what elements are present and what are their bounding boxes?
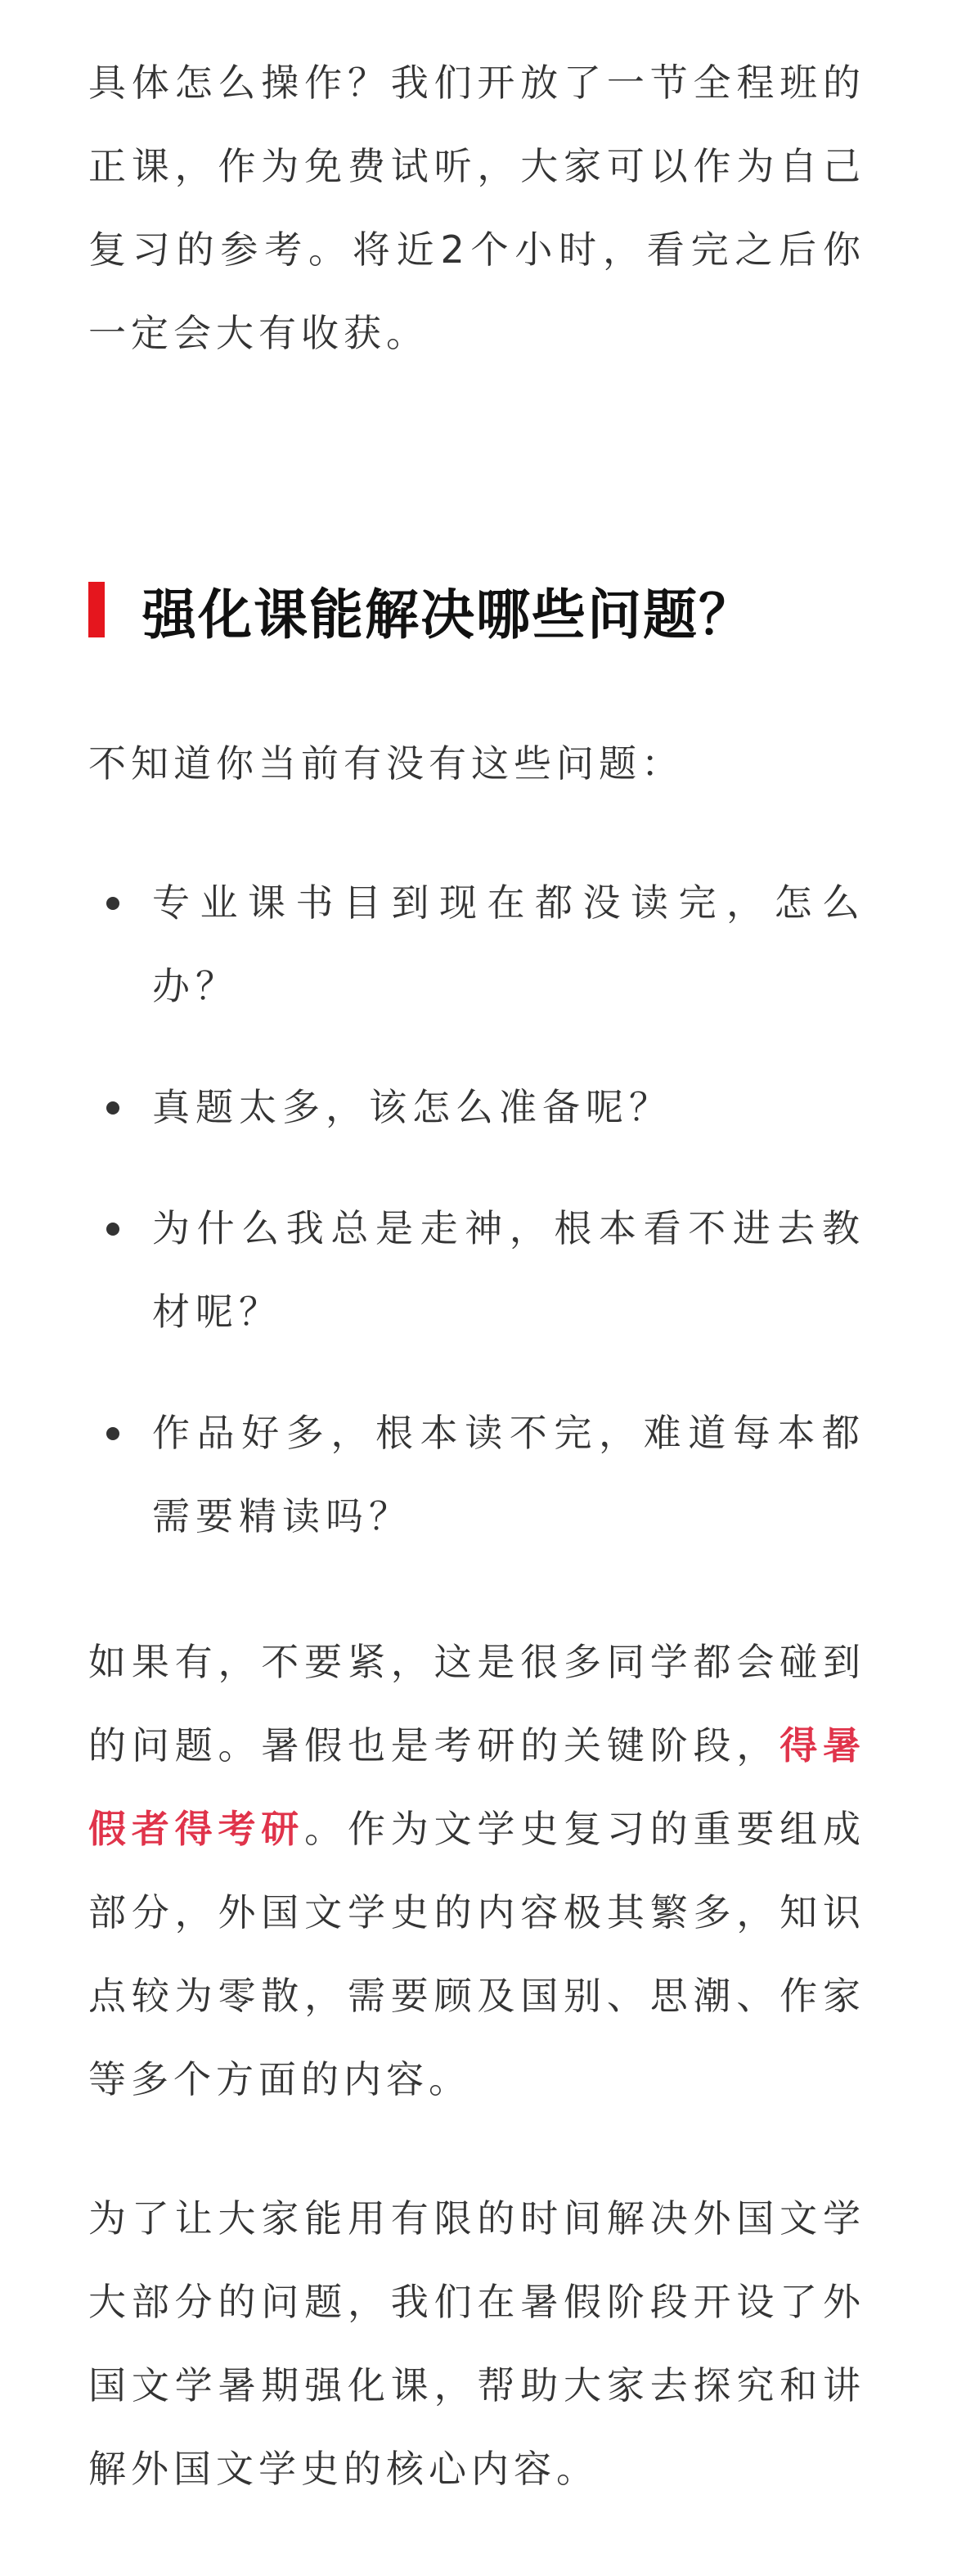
list-item [88, 1391, 865, 1558]
bullet-dot-icon [106, 897, 119, 910]
section-heading-text: 强化课能解决哪些问题？ [142, 583, 754, 646]
course-paragraph: 为了让大家能用有限的时间解决外国文学大部分的问题，我们在暑假阶段开设了外国文学暑期强化课，帮助大家去探究和讲解外国文学史的核心内容。 [88, 2196, 865, 2491]
list-item-text: 真题太多，该怎么准备呢？ [152, 1085, 672, 1129]
question-list [88, 861, 865, 1596]
bullet-dot-icon [106, 1223, 119, 1236]
bullet-dot-icon [106, 1101, 119, 1115]
list-item-text: 专业课书目到现在都没读完，怎么办？ [152, 880, 865, 1008]
section-heading [88, 573, 754, 646]
list-item-text: 作品好多，根本读不完，难道每本都需要精读吗？ [152, 1411, 865, 1538]
list-item [88, 861, 865, 1028]
summer-paragraph-end: 。作为文学史复习的重要组成部分，外国文学史的内容极其繁多，知识点较为零散，需要顾及国别、思潮、作家等多个方面的内容。 [88, 1807, 866, 2101]
summer-paragraph-start: 如果有，不要紧，这是很多同学都会碰到的问题。暑假也是考研的关键阶段， [88, 1640, 865, 1768]
heading-accent-bar [88, 582, 105, 637]
intro-paragraph: 具体怎么操作？我们开放了一节全程班的正课，作为免费试听，大家可以作为自己复习的参考。将近2个小时，看完之后你一定会大有收获。 [88, 61, 865, 355]
bullet-dot-icon [106, 1427, 119, 1440]
highlight-slogan: 得暑假者得考研 [88, 1723, 866, 1851]
list-item [88, 1065, 865, 1149]
list-item-text: 为什么我总是走神，根本看不进去教材呢？ [152, 1206, 865, 1334]
summer-paragraph [88, 1620, 865, 2121]
lead-paragraph: 不知道你当前有没有这些问题： [88, 741, 684, 786]
list-item [88, 1187, 865, 1353]
